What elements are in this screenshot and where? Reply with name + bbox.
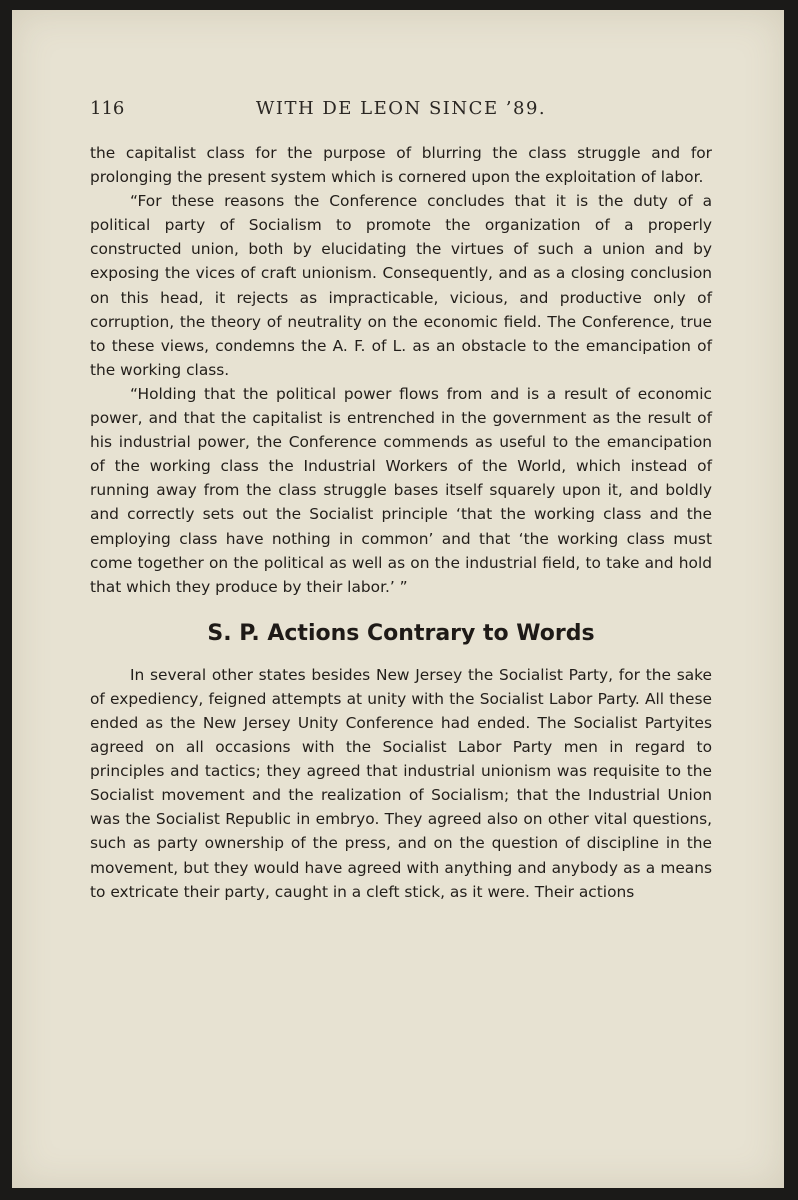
- paragraph-continuation: the capitalist class for the purpose of blurring the class struggle and for prolonging the present system which is cornered upon the exploitation of labor.: [90, 144, 712, 187]
- page-header: [90, 98, 712, 128]
- paragraph-conference-concludes: “For these reasons the Conference concludes that it is the duty of a political party of Socialism to promote the organization of a properly constructed union, both by elucidating the virtues of such a union and by exposing the vices of craft unionism. Consequently, and as a closing conclusion on this head, it rejects as impracticable, vicious, and productive only of corruption, the theory of neutrality on the economic field. The Conference, true to these views, condemns the A. F. of L. as an obstacle to the emancipation of the working class.: [90, 192, 712, 379]
- page-number: 116: [90, 98, 125, 119]
- paragraph-several-states: In several other states besides New Jersey the Socialist Party, for the sake of expediency, feigned attempts at unity with the Socialist Labor Party. All these ended as the New Jersey Unity Conference had ended. The Socialist Partyites agreed on all occasions with the Socialist Labor Party men in regard to principles and tactics; they agreed that industrial unionism was requisite to the Socialist movement and the realization of Socialism; that the Industrial Union was the Socialist Republic in embryo. They agreed also on other vital questions, such as party ownership of the press, and on the question of discipline in the movement, but they would have agreed with anything and anybody as a means to extricate their party, caught in a cleft stick, as it were. Their actions: [90, 665, 712, 901]
- running-title: WITH DE LEON SINCE ’89.: [255, 98, 547, 119]
- section-heading: S. P. Actions Contrary to Words: [207, 620, 595, 646]
- body-text: [90, 141, 712, 904]
- book-page: [12, 10, 784, 1188]
- paragraph-holding: “Holding that the political power flows from and is a result of economic power, and that the capitalist is entrenched in the government as the result of his industrial power, the Conference commends as useful to the emancipation of the working class the Industrial Workers of the World, which instead of running away from the class struggle bases itself squarely upon it, and boldly and correctly sets out the Socialist principle ‘that the working class and the employing class have nothing in common’ and that ‘the working class must come together on the political as well as on the industrial field, to take and hold that which they produce by their labor.’ ”: [90, 384, 712, 596]
